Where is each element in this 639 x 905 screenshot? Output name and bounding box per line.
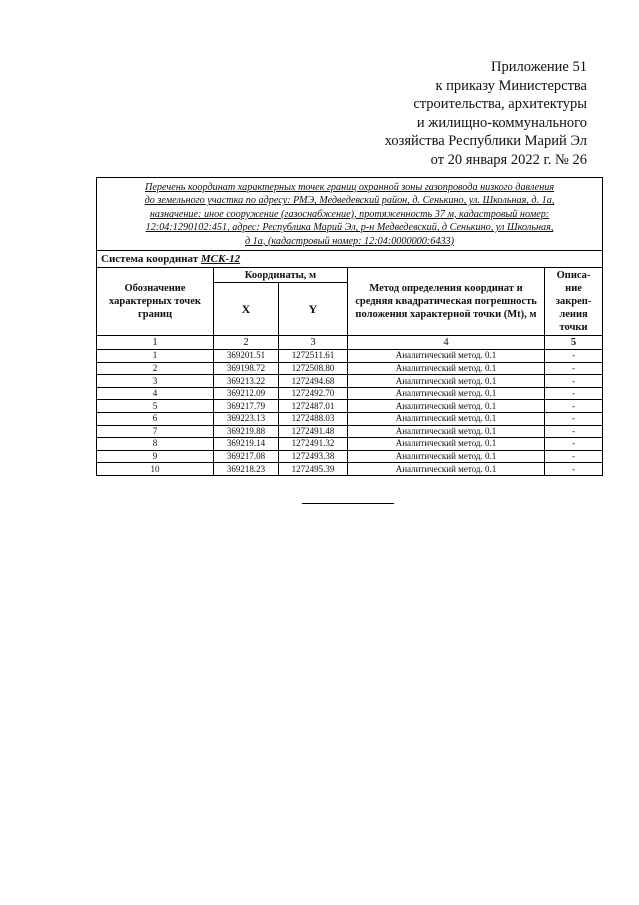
table-row xyxy=(97,400,603,413)
col-header-point: Обозначение характерных точек границ xyxy=(97,268,214,336)
method: Аналитический метод. 0.1 xyxy=(348,413,545,426)
point-number: 10 xyxy=(97,463,214,476)
table-body xyxy=(97,178,603,476)
point-number: 6 xyxy=(97,413,214,426)
title-row xyxy=(97,178,603,251)
coord-y: 1272495.39 xyxy=(279,463,348,476)
coord-x: 369219.88 xyxy=(214,425,279,438)
header-line: от 20 января 2022 г. № 26 xyxy=(430,151,587,168)
column-number: 1 xyxy=(97,336,214,350)
table-title-line: д 1а, (кадастровый номер: 12:04:0000000:6433) xyxy=(244,235,455,247)
method: Аналитический метод. 0.1 xyxy=(348,450,545,463)
coord-y: 1272493.38 xyxy=(279,450,348,463)
header-line: строительства, архитектуры xyxy=(413,96,587,113)
coord-x: 369212.09 xyxy=(214,387,279,400)
point-number: 2 xyxy=(97,362,214,375)
col-header-coords: Координаты, м xyxy=(214,268,348,283)
header-line: хозяйства Республики Марий Эл xyxy=(384,133,587,150)
column-number: 2 xyxy=(214,336,279,350)
coordinate-system xyxy=(97,251,603,268)
coord-x: 369201.51 xyxy=(214,350,279,363)
coord-x: 369217.08 xyxy=(214,450,279,463)
col-header-y: Y xyxy=(279,283,348,336)
coordinate-system-name: МСК-12 xyxy=(200,253,241,266)
point-number: 8 xyxy=(97,438,214,451)
description: - xyxy=(545,375,603,388)
description: - xyxy=(545,400,603,413)
description: - xyxy=(545,463,603,476)
col-header-method: Метод определения координат и средняя квадратическая погрешность положения характерной точки (Mt), м xyxy=(348,268,545,336)
point-number: 9 xyxy=(97,450,214,463)
table-row xyxy=(97,350,603,363)
coord-y: 1272488.03 xyxy=(279,413,348,426)
column-numbers-row xyxy=(97,336,603,350)
table-row xyxy=(97,438,603,451)
header-line: к приказу Министерства xyxy=(435,77,587,94)
table-row xyxy=(97,387,603,400)
column-number: 5 xyxy=(545,336,603,350)
coordinates-table xyxy=(96,177,603,476)
table-row xyxy=(97,450,603,463)
table-row xyxy=(97,425,603,438)
method: Аналитический метод. 0.1 xyxy=(348,387,545,400)
method: Аналитический метод. 0.1 xyxy=(348,362,545,375)
coord-y: 1272491.48 xyxy=(279,425,348,438)
coord-y: 1272487.01 xyxy=(279,400,348,413)
coord-y: 1272491.32 xyxy=(279,438,348,451)
table-title-line: до земельного участка по адресу: РМЭ, Медведевский район, д. Сенькино, ул. Школьная, д. 1а, xyxy=(144,195,555,207)
coord-y: 1272494.68 xyxy=(279,375,348,388)
coordinate-system-row xyxy=(97,251,603,268)
description: - xyxy=(545,450,603,463)
description: - xyxy=(545,425,603,438)
coord-x: 369223.13 xyxy=(214,413,279,426)
coord-y: 1272492.70 xyxy=(279,387,348,400)
coord-y: 1272511.61 xyxy=(279,350,348,363)
point-number: 3 xyxy=(97,375,214,388)
method: Аналитический метод. 0.1 xyxy=(348,400,545,413)
coord-x: 369198.72 xyxy=(214,362,279,375)
col-header-x: X xyxy=(214,283,279,336)
coord-y: 1272508.80 xyxy=(279,362,348,375)
method: Аналитический метод. 0.1 xyxy=(348,375,545,388)
table-title-line: Перечень координат характерных точек границ охранной зоны газопровода низкого давления xyxy=(144,182,555,193)
method: Аналитический метод. 0.1 xyxy=(348,425,545,438)
coord-x: 369213.22 xyxy=(214,375,279,388)
table-title-line: назначение: иное сооружение (газоснабжение), протяженность 37 м, кадастровый номер: xyxy=(149,208,550,220)
description: - xyxy=(545,387,603,400)
point-number: 7 xyxy=(97,425,214,438)
table-row xyxy=(97,375,603,388)
table-row xyxy=(97,463,603,476)
table-row xyxy=(97,413,603,426)
description: - xyxy=(545,350,603,363)
table-row xyxy=(97,362,603,375)
header-line: Приложение 51 xyxy=(491,59,587,75)
column-number: 3 xyxy=(279,336,348,350)
point-number: 5 xyxy=(97,400,214,413)
coord-x: 369219.14 xyxy=(214,438,279,451)
method: Аналитический метод. 0.1 xyxy=(348,463,545,476)
table-title-line: 12:04:1290102:451, адрес: Республика Марий Эл, р-н Медведевский, д Сенькино, ул Школьная, xyxy=(145,222,554,234)
description: - xyxy=(545,362,603,375)
header-row xyxy=(97,268,603,283)
closing-divider xyxy=(302,503,394,504)
method: Аналитический метод. 0.1 xyxy=(348,350,545,363)
coord-x: 369218.23 xyxy=(214,463,279,476)
header-line: и жилищно-коммунального xyxy=(416,114,587,131)
point-number: 1 xyxy=(97,350,214,363)
appendix-header xyxy=(287,58,587,170)
column-number: 4 xyxy=(348,336,545,350)
coordinate-system-label: Система координат xyxy=(101,253,199,266)
coord-x: 369217.79 xyxy=(214,400,279,413)
description: - xyxy=(545,438,603,451)
description: - xyxy=(545,413,603,426)
point-number: 4 xyxy=(97,387,214,400)
table-title xyxy=(97,178,603,251)
method: Аналитический метод. 0.1 xyxy=(348,438,545,451)
col-header-description: Описа-ние закреп-ления точки xyxy=(545,268,603,336)
